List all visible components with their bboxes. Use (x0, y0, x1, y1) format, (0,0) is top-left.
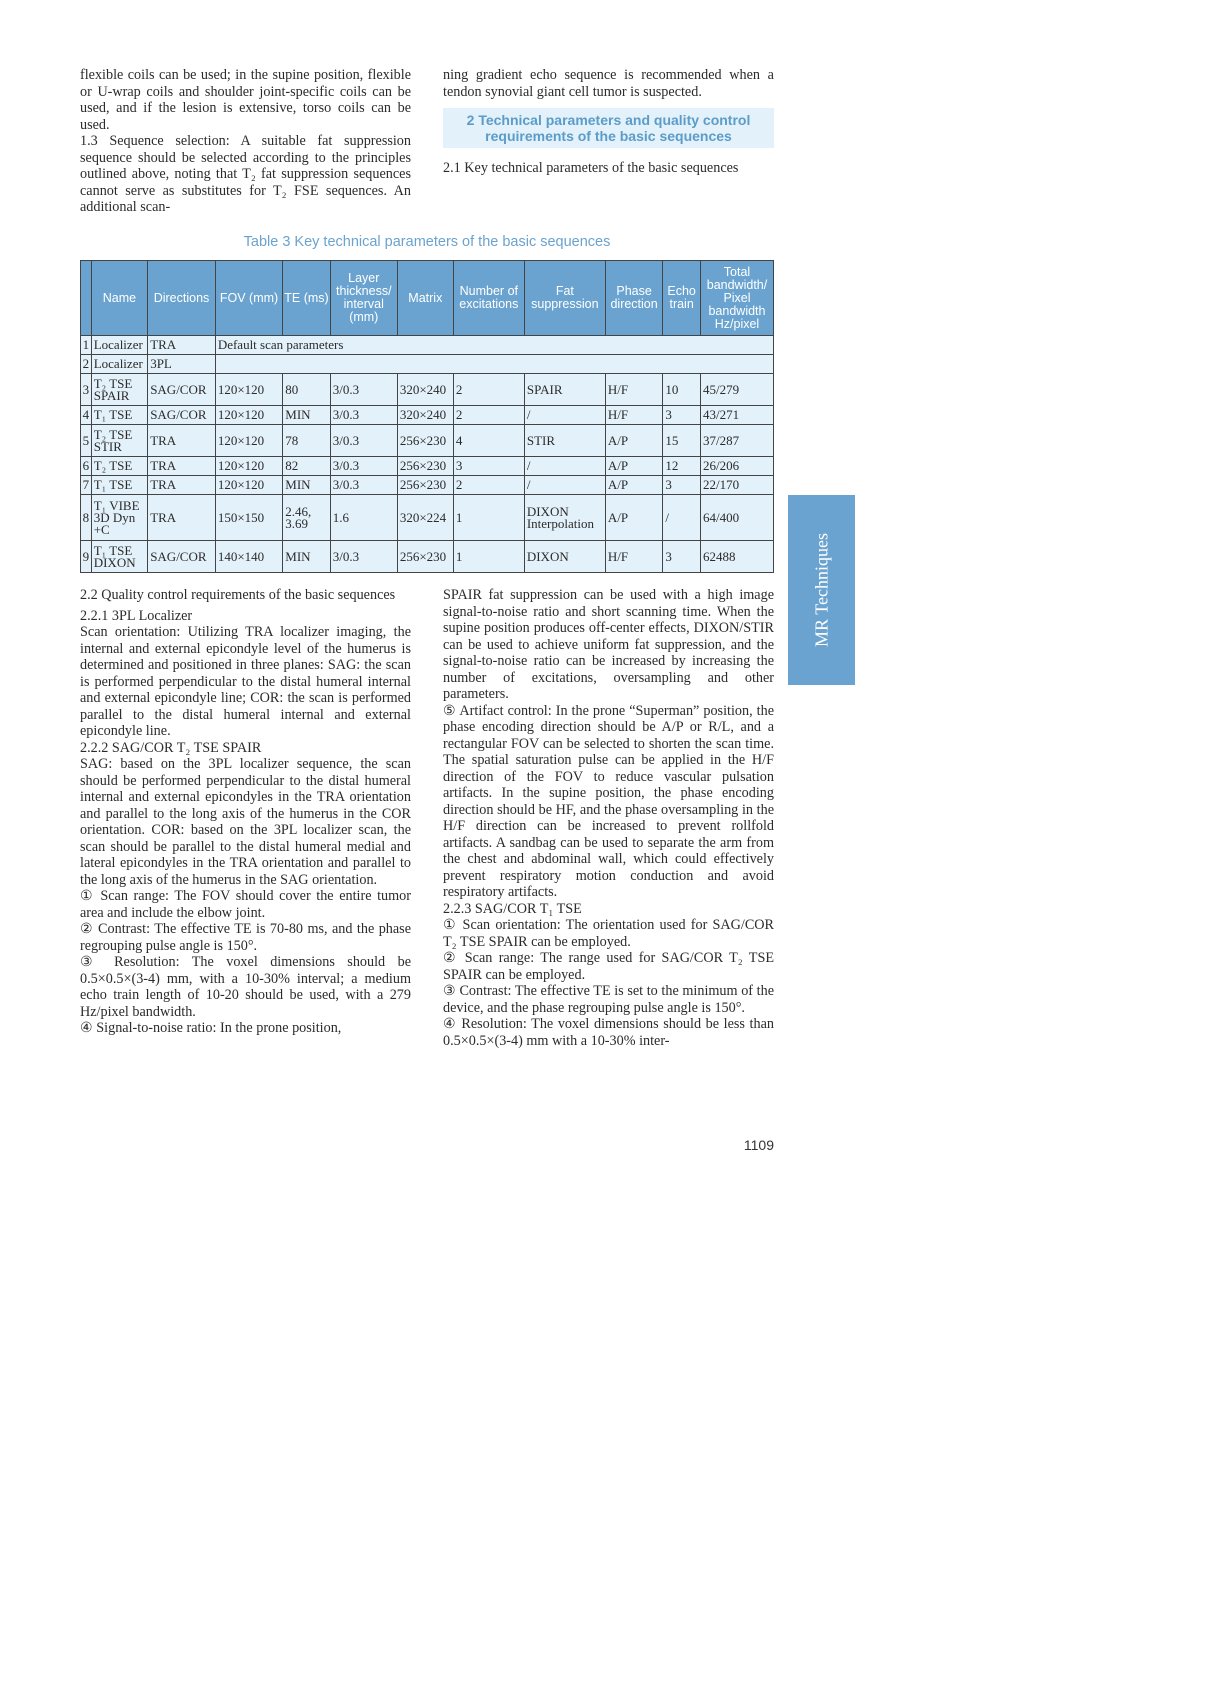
left-column-top (80, 67, 411, 216)
table-cell: 150×150 (215, 495, 282, 541)
table-cell: 15 (663, 425, 701, 457)
table-cell: 320×224 (397, 495, 453, 541)
table-cell: T₂ TSE (91, 457, 147, 476)
table-row (81, 457, 774, 476)
table-cell: 6 (81, 457, 92, 476)
paragraph: ② Contrast: The effective TE is 70-80 ms, and the phase regrouping pulse angle is 150°. (80, 921, 411, 954)
table-cell: TRA (148, 457, 216, 476)
table-cell: 12 (663, 457, 701, 476)
table-cell: 2.46, 3.69 (283, 495, 330, 541)
table-cell: SAG/COR (148, 406, 216, 425)
paragraph: ④ Resolution: The voxel dimensions should be less than 0.5×0.5×(3-4) mm with a 10-30% inter- (443, 1016, 774, 1049)
table-cell: 320×240 (397, 374, 453, 406)
table-cell: 120×120 (215, 374, 282, 406)
table-row (81, 476, 774, 495)
subsection-heading: 2.2.3 SAG/COR T₁ TSE (443, 900, 582, 917)
table-cell: 64/400 (700, 495, 773, 541)
table-cell: 9 (81, 541, 92, 573)
header-cell: Phase direction (605, 261, 662, 336)
table-cell: SAG/COR (148, 541, 216, 573)
page-number: 1109 (743, 1137, 774, 1153)
table-cell: 120×120 (215, 457, 282, 476)
paragraph: ④ Signal-to-noise ratio: In the prone position, (80, 1020, 342, 1036)
paragraph: SPAIR fat suppression can be used with a high image signal-to-noise ratio and short scanning time. When the supine position produces off-center effects, DIXON/STIR can be used to achieve uniform fat suppression, and the signal-to-noise ratio can be increased by increasing the number of excitations, oversampling and other parameters. (443, 587, 774, 702)
paragraph: ning gradient echo sequence is recommended when a tendon synovial giant cell tumor is suspected. (443, 67, 774, 100)
paragraph: 1.3 Sequence selection: A suitable fat suppression sequence should be selected according to the principles outlined above, noting that T₂ fat suppression sequences cannot serve as substitutes for T₂ FSE sequences. An additional scan- (80, 133, 411, 215)
table-cell: T₂ TSE SPAIR (91, 374, 147, 406)
table-cell: 7 (81, 476, 92, 495)
right-column-top (443, 67, 774, 177)
table-cell: / (524, 457, 605, 476)
table-cell: H/F (605, 374, 662, 406)
table-cell: T₁ TSE DIXON (91, 541, 147, 573)
table-cell: 256×230 (397, 476, 453, 495)
table-cell: DIXON Interpolation (524, 495, 605, 541)
table-cell: 10 (663, 374, 701, 406)
table-cell: 4 (453, 425, 524, 457)
table-cell: 120×120 (215, 425, 282, 457)
table-cell: 3 (663, 476, 701, 495)
header-cell: Fat suppression (524, 261, 605, 336)
header-cell: Directions (148, 261, 216, 336)
table-cell: / (524, 476, 605, 495)
table-cell: / (524, 406, 605, 425)
table-cell: 3 (81, 374, 92, 406)
table-cell: 120×120 (215, 476, 282, 495)
table-cell: 78 (283, 425, 330, 457)
table-cell: A/P (605, 476, 662, 495)
table-cell: 8 (81, 495, 92, 541)
table-cell: T₁ TSE (91, 406, 147, 425)
paragraph: ① Scan orientation: The orientation used for SAG/COR T₂ TSE SPAIR can be employed. (443, 917, 774, 950)
table-cell: T₁ VIBE 3D Dyn +C (91, 495, 147, 541)
side-tab-label: MR Techniques (811, 533, 831, 647)
table-cell: MIN (283, 406, 330, 425)
subsection-heading: 2.2.1 3PL Localizer (80, 607, 193, 624)
table-cell: 3 (663, 541, 701, 573)
table-row (81, 336, 774, 355)
table-cell: SAG/COR (148, 374, 216, 406)
table-cell: 2 (453, 406, 524, 425)
table-cell: T₂ TSE STIR (91, 425, 147, 457)
table-cell: 3 (663, 406, 701, 425)
table-cell: SPAIR (524, 374, 605, 406)
table-cell: 3PL (148, 355, 216, 374)
table-cell: Localizer (91, 355, 147, 374)
paragraph: ③ Contrast: The effective TE is set to the minimum of the device, and the phase regrouping pulse angle is 150°. (443, 983, 774, 1016)
table-cell: 26/206 (700, 457, 773, 476)
table-cell: 140×140 (215, 541, 282, 573)
table-cell: 5 (81, 425, 92, 457)
table-cell: TRA (148, 336, 216, 355)
table-cell (215, 355, 773, 374)
table-cell: 82 (283, 457, 330, 476)
header-cell: Number of excitations (453, 261, 524, 336)
table-cell: TRA (148, 425, 216, 457)
table-row (81, 355, 774, 374)
table-row (81, 425, 774, 457)
table-cell: 2 (453, 374, 524, 406)
section-heading: 2 Technical parameters and quality control requirements of the basic sequences (443, 108, 774, 148)
table-cell: 3/0.3 (330, 476, 397, 495)
subsection-heading: 2.1 Key technical parameters of the basic sequences (443, 160, 739, 176)
header-cell: Name (91, 261, 147, 336)
paragraph: SAG: based on the 3PL localizer sequence, the scan should be performed perpendicular to the distal humeral internal and external epicondyles in the TRA orientation and parallel to the long axis of the humerus in the COR orientation. COR: based on the 3PL localizer scan, the scan should be parallel to the distal humeral medial and lateral epicondyles in the TRA orientation and parallel to the long axis of the humerus in the SAG orientation. (80, 756, 411, 888)
table-cell: Default scan parameters (215, 336, 773, 355)
table-cell: 1 (81, 336, 92, 355)
table-cell: 3/0.3 (330, 541, 397, 573)
table-cell: MIN (283, 541, 330, 573)
table-cell: DIXON (524, 541, 605, 573)
subsection-heading: 2.2 Quality control requirements of the basic sequences (80, 587, 396, 603)
table-cell: TRA (148, 495, 216, 541)
paragraph: flexible coils can be used; in the supine position, flexible or U-wrap coils and shoulder joint-specific coils can be used, and if the lesion is extensive, torso coils can be used. (80, 67, 411, 133)
table-cell: T₁ TSE (91, 476, 147, 495)
paragraph: ⑤ Artifact control: In the prone “Superman” position, the phase encoding direction should be A/P or R/L, and a rectangular FOV can be selected to shorten the scan time. The spatial saturation pulse can be applied in the H/F direction of the FOV to reduce vascular pulsation artifacts. In the supine position, the phase encoding direction should be HF, and the phase oversampling in the H/F direction can be increased to prevent rollfold artifacts. A sandbag can be used to separate the arm from the chest and abdominal wall, which could effectively prevent respiratory motion conduction and avoid respiratory artifacts. (443, 702, 774, 900)
table-cell: H/F (605, 541, 662, 573)
table-cell: 256×230 (397, 457, 453, 476)
table-cell: 3/0.3 (330, 406, 397, 425)
table-cell: 80 (283, 374, 330, 406)
table-cell: A/P (605, 425, 662, 457)
table-cell: 256×230 (397, 425, 453, 457)
table-cell: TRA (148, 476, 216, 495)
left-column-bottom (80, 587, 411, 1037)
header-cell: Echo train (663, 261, 701, 336)
subsection-heading: 2.2.2 SAG/COR T₂ TSE SPAIR (80, 739, 262, 756)
table-cell: 120×120 (215, 406, 282, 425)
header-cell: Layer thickness/ interval (mm) (330, 261, 397, 336)
table-cell: 62488 (700, 541, 773, 573)
right-column-bottom (443, 587, 774, 1049)
table-caption: Table 3 Key technical parameters of the basic sequences (243, 234, 611, 250)
table-cell: / (663, 495, 701, 541)
table-cell: Localizer (91, 336, 147, 355)
table-cell: 43/271 (700, 406, 773, 425)
header-cell: Matrix (397, 261, 453, 336)
table-cell: 2 (453, 476, 524, 495)
table-row (81, 374, 774, 406)
table-cell: A/P (605, 495, 662, 541)
table-cell: A/P (605, 457, 662, 476)
paragraph: ② Scan range: The range used for SAG/COR T₂ TSE SPAIR can be employed. (443, 950, 774, 983)
table-cell: STIR (524, 425, 605, 457)
paragraph: ① Scan range: The FOV should cover the entire tumor area and include the elbow joint. (80, 888, 411, 921)
table-row (81, 541, 774, 573)
header-cell: TE (ms) (283, 261, 330, 336)
table-cell: 1 (453, 541, 524, 573)
table-cell: 3/0.3 (330, 374, 397, 406)
table-cell: 3/0.3 (330, 457, 397, 476)
header-cell-index (81, 261, 92, 336)
table-row (81, 495, 774, 541)
table-cell: 37/287 (700, 425, 773, 457)
table-header-row (81, 261, 774, 336)
section-side-tab (788, 495, 855, 685)
table-cell: 22/170 (700, 476, 773, 495)
table-cell: 1.6 (330, 495, 397, 541)
table-cell: 3/0.3 (330, 425, 397, 457)
header-cell: Total bandwidth/ Pixel bandwidth Hz/pixel (700, 261, 773, 336)
table-cell: 1 (453, 495, 524, 541)
table-row (81, 406, 774, 425)
paragraph: ③ Resolution: The voxel dimensions should be 0.5×0.5×(3-4) mm, with a 10-30% interval; a medium echo train length of 10-20 should be used, with a 279 Hz/pixel bandwidth. (80, 954, 411, 1020)
paragraph: Scan orientation: Utilizing TRA localizer imaging, the internal and external epicondyle level of the humerus is determined and positioned in three planes: SAG: the scan is performed perpendicular to the distal humeral internal and external epicondyle line; COR: the scan is performed parallel to the distal humeral internal and external epicondyle line. (80, 624, 411, 739)
table-cell: 320×240 (397, 406, 453, 425)
table-cell: 45/279 (700, 374, 773, 406)
parameters-table (80, 260, 774, 573)
table-cell: 3 (453, 457, 524, 476)
table-cell: 256×230 (397, 541, 453, 573)
table-cell: MIN (283, 476, 330, 495)
table-cell: 4 (81, 406, 92, 425)
header-cell: FOV (mm) (215, 261, 282, 336)
table-cell: 2 (81, 355, 92, 374)
table-cell: H/F (605, 406, 662, 425)
